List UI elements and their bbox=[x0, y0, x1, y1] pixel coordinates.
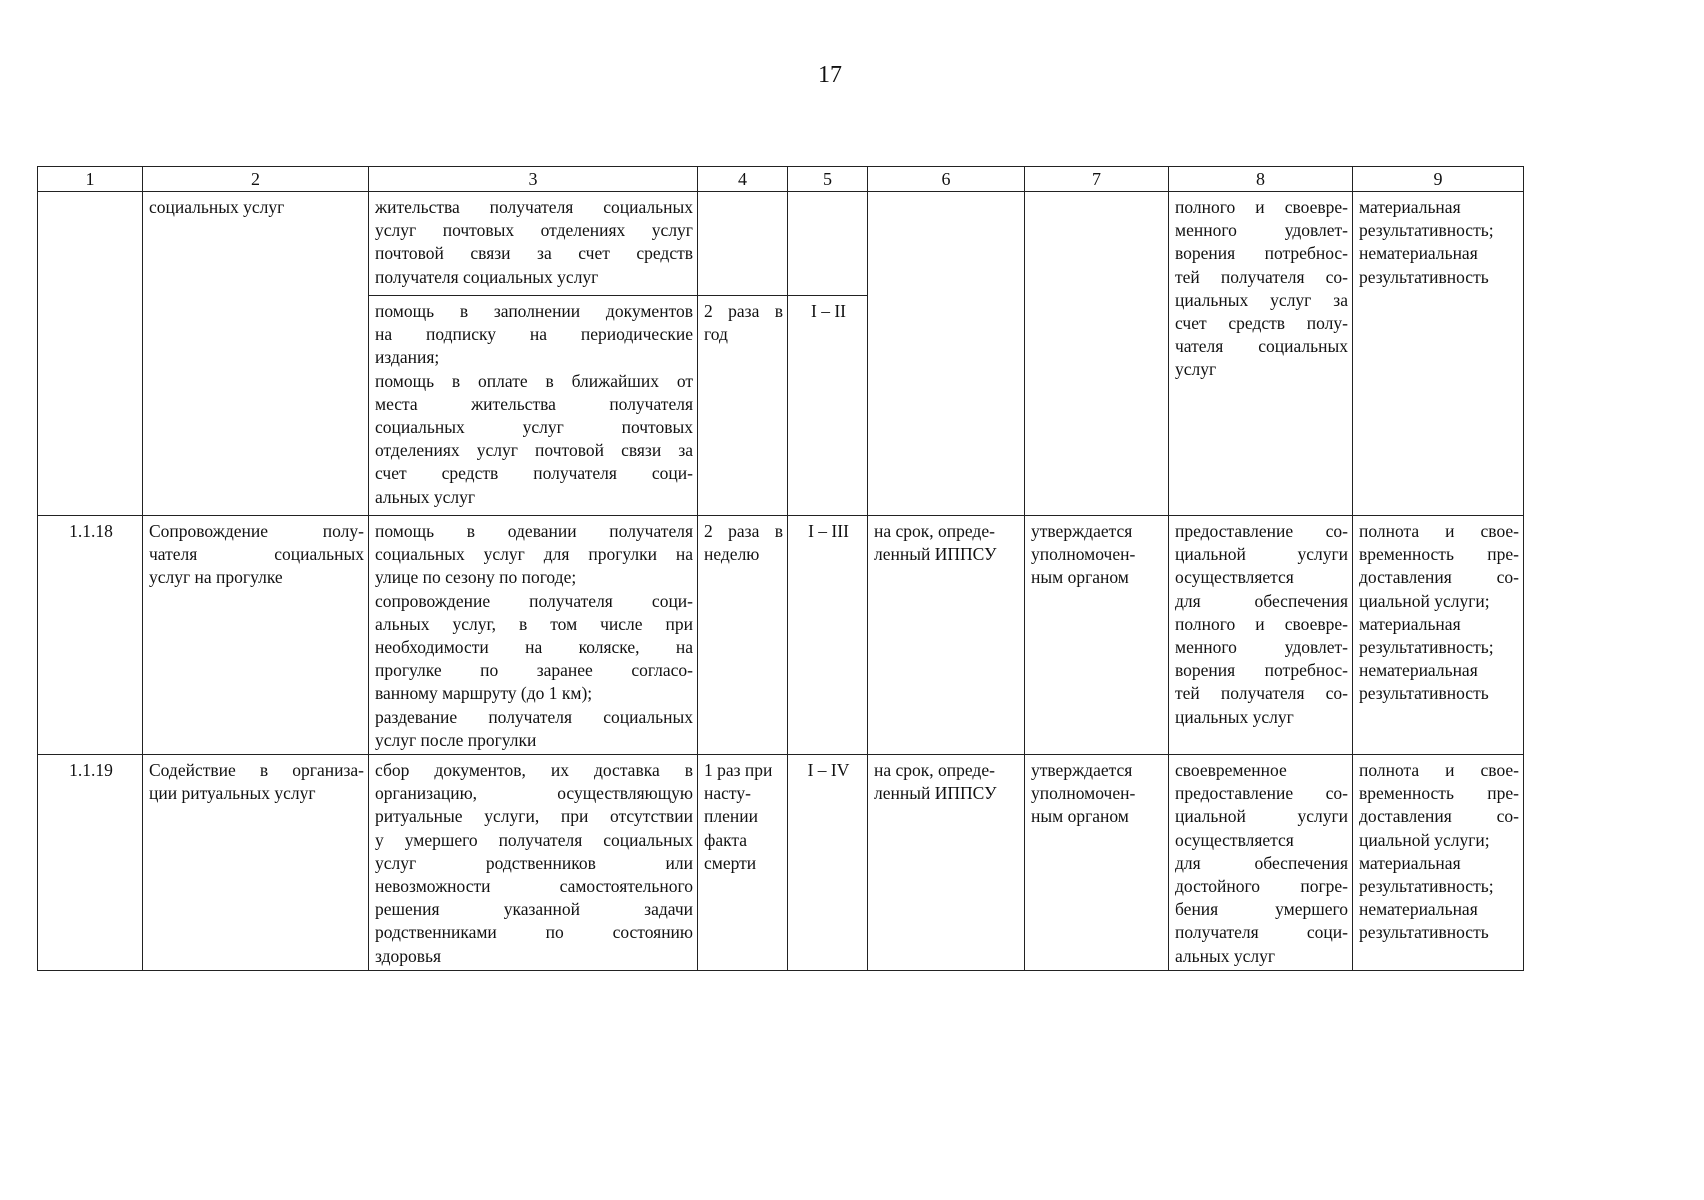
text-line: Сопровождение полу- bbox=[149, 521, 364, 541]
cell-periodicity bbox=[698, 516, 788, 755]
cell-term bbox=[868, 755, 1025, 971]
text-line: материальная bbox=[1359, 613, 1461, 634]
cell-period: I – III bbox=[788, 516, 868, 755]
text-line: помощь в одевании получателя bbox=[375, 521, 693, 541]
text-line: социальных услуг для прогулки на bbox=[375, 544, 693, 565]
text-line: полного и своевре- bbox=[1175, 197, 1348, 217]
text-line: осуществляется bbox=[1175, 567, 1294, 588]
text-line: результативность; bbox=[1359, 220, 1494, 241]
header-row bbox=[38, 167, 1524, 192]
text-line: решения указанной задачи bbox=[375, 899, 693, 920]
column-header: 4 bbox=[698, 167, 788, 192]
text-line: временность пре- bbox=[1359, 544, 1519, 565]
text-line: результативность; bbox=[1359, 637, 1494, 658]
text-line: нематериальная bbox=[1359, 660, 1478, 681]
cell-indicators bbox=[1353, 192, 1524, 516]
text-line: тей получателя со- bbox=[1175, 683, 1348, 704]
text-line: результативность; bbox=[1359, 876, 1494, 897]
text-line: невозможности самостоятельного bbox=[375, 876, 693, 897]
text-line: почтовой связи за счет средств bbox=[375, 243, 693, 264]
cell-service-content bbox=[369, 296, 698, 516]
text-line: социальных услуг почтовых bbox=[375, 417, 693, 438]
text-line: на срок, опреде- bbox=[874, 521, 995, 541]
text-line: насту- bbox=[704, 783, 751, 804]
cell-indicators bbox=[1353, 516, 1524, 755]
text-line: на подписку на периодические bbox=[375, 324, 693, 345]
text-line: утверждается bbox=[1031, 521, 1133, 541]
text-line: полнота и свое- bbox=[1359, 521, 1519, 541]
cell-periodicity bbox=[698, 296, 788, 516]
text-line: доставления со- bbox=[1359, 806, 1519, 827]
text-line: ленный ИППСУ bbox=[874, 544, 997, 565]
text-line: 2 раза в bbox=[704, 521, 783, 541]
text-line: ворения потребнос- bbox=[1175, 660, 1348, 681]
column-header: 2 bbox=[143, 167, 369, 192]
text-line: альных услуг bbox=[1175, 945, 1276, 966]
cell-service-name bbox=[143, 755, 369, 971]
text-line: помощь в заполнении документов bbox=[375, 301, 693, 321]
text-line: улице по сезону по погоде; bbox=[375, 567, 577, 588]
text-line: факта bbox=[704, 829, 748, 850]
text-line: ворения потребнос- bbox=[1175, 243, 1348, 264]
text-line: ции ритуальных услуг bbox=[149, 783, 316, 804]
text-line: помощь в оплате в ближайших от bbox=[375, 370, 693, 391]
text-line: циальной услуги bbox=[1175, 806, 1348, 827]
column-header: 1 bbox=[38, 167, 143, 192]
column-header: 9 bbox=[1353, 167, 1524, 192]
cell-period: I – IV bbox=[788, 755, 868, 971]
text-line: услуг bbox=[1175, 359, 1217, 380]
text-line: на срок, опреде- bbox=[874, 760, 995, 781]
text-line: родственниками по состоянию bbox=[375, 922, 693, 943]
table-row bbox=[38, 516, 1524, 755]
cell-conditions bbox=[1169, 192, 1353, 516]
text-line: сбор документов, их доставка в bbox=[375, 760, 693, 781]
text-line: отделениях услуг почтовой связи за bbox=[375, 440, 693, 461]
text-line: ленный ИППСУ bbox=[874, 783, 997, 804]
text-line: услуг после прогулки bbox=[375, 729, 537, 750]
cell-number: 1.1.19 bbox=[38, 755, 143, 971]
text-line: предоставление со- bbox=[1175, 783, 1348, 804]
table-row bbox=[38, 192, 1524, 296]
text-line: услуг родственников или bbox=[375, 852, 693, 873]
cell-indicators bbox=[1353, 755, 1524, 971]
table-row bbox=[38, 755, 1524, 971]
text-line: полного и своевре- bbox=[1175, 613, 1348, 634]
text-line: счет средств получателя соци- bbox=[375, 463, 693, 484]
text-line: места жительства получателя bbox=[375, 393, 693, 414]
text-line: здоровья bbox=[375, 945, 442, 966]
text-line: нематериальная bbox=[1359, 899, 1478, 920]
cell-service-name bbox=[143, 516, 369, 755]
text-line: доставления со- bbox=[1359, 567, 1519, 588]
cell-conditions bbox=[1169, 755, 1353, 971]
column-header: 7 bbox=[1025, 167, 1169, 192]
cell-periodicity bbox=[698, 192, 788, 296]
text-line: смерти bbox=[704, 852, 757, 873]
text-line: тей получателя со- bbox=[1175, 266, 1348, 287]
text-line: нематериальная bbox=[1359, 243, 1478, 264]
text-line: издания; bbox=[375, 347, 440, 368]
text-line: результативность bbox=[1359, 683, 1489, 704]
text-line: необходимости на коляске, на bbox=[375, 637, 693, 658]
cell-term bbox=[868, 516, 1025, 755]
cell-standard bbox=[1025, 516, 1169, 755]
cell-number bbox=[38, 192, 143, 516]
cell-standard bbox=[1025, 192, 1169, 516]
text-line: неделю bbox=[704, 544, 760, 565]
cell-periodicity bbox=[698, 755, 788, 971]
text-line: осуществляется bbox=[1175, 829, 1294, 850]
text-line: циальной услуги bbox=[1175, 544, 1348, 565]
text-line: у умершего получателя социальных bbox=[375, 829, 693, 850]
text-line: раздевание получателя социальных bbox=[375, 706, 693, 727]
text-line: 2 раза в bbox=[704, 301, 783, 321]
text-line: циальной услуги; bbox=[1359, 590, 1490, 611]
text-line: достойного погре- bbox=[1175, 876, 1348, 897]
cell-period: I – II bbox=[788, 296, 868, 516]
text-line: материальная bbox=[1359, 852, 1461, 873]
text-line: уполномочен- bbox=[1031, 783, 1136, 804]
text-line: услуг на прогулке bbox=[149, 567, 283, 588]
text-line: ритуальные услуги, при отсутствии bbox=[375, 806, 693, 827]
text-line: плении bbox=[704, 806, 758, 827]
text-line: жительства получателя социальных bbox=[375, 197, 693, 217]
text-line: временность пре- bbox=[1359, 783, 1519, 804]
text-line: Содействие в организа- bbox=[149, 760, 364, 781]
text-line: для обеспечения bbox=[1175, 590, 1348, 611]
cell-service-name bbox=[143, 192, 369, 516]
text-line: менного удовлет- bbox=[1175, 220, 1348, 241]
cell-service-content bbox=[369, 755, 698, 971]
text-line: утверждается bbox=[1031, 760, 1133, 781]
column-header: 3 bbox=[369, 167, 698, 192]
text-line: прогулке по заранее согласо- bbox=[375, 660, 693, 681]
text-line: социальных услуг bbox=[149, 197, 285, 217]
text-line: менного удовлет- bbox=[1175, 637, 1348, 658]
text-line: циальной услуги; bbox=[1359, 829, 1490, 850]
text-line: сопровождение получателя соци- bbox=[375, 590, 693, 611]
text-line: 1 раз при bbox=[704, 760, 773, 781]
text-line: альных услуг, в том числе при bbox=[375, 613, 693, 634]
services-table bbox=[37, 166, 1524, 971]
text-line: результативность bbox=[1359, 922, 1489, 943]
cell-service-content bbox=[369, 192, 698, 296]
column-header: 8 bbox=[1169, 167, 1353, 192]
text-line: ным органом bbox=[1031, 567, 1129, 588]
text-line: своевременное bbox=[1175, 760, 1287, 781]
cell-period bbox=[788, 192, 868, 296]
text-line: уполномочен- bbox=[1031, 544, 1136, 565]
cell-number: 1.1.18 bbox=[38, 516, 143, 755]
page-number: 17 bbox=[818, 62, 842, 88]
text-line: получателя соци- bbox=[1175, 922, 1348, 943]
column-header: 5 bbox=[788, 167, 868, 192]
cell-conditions bbox=[1169, 516, 1353, 755]
text-line: получателя социальных услуг bbox=[375, 266, 599, 287]
cell-standard bbox=[1025, 755, 1169, 971]
text-line: альных услуг bbox=[375, 486, 476, 507]
text-line: материальная bbox=[1359, 197, 1461, 217]
cell-service-content bbox=[369, 516, 698, 755]
text-line: результативность bbox=[1359, 266, 1489, 287]
text-line: услуг почтовых отделениях услуг bbox=[375, 220, 693, 241]
text-line: для обеспечения bbox=[1175, 852, 1348, 873]
text-line: бения умершего bbox=[1175, 899, 1348, 920]
column-header: 6 bbox=[868, 167, 1025, 192]
text-line: полнота и свое- bbox=[1359, 760, 1519, 781]
cell-term bbox=[868, 192, 1025, 516]
text-line: организацию, осуществляющую bbox=[375, 783, 693, 804]
text-line: чателя социальных bbox=[1175, 336, 1348, 357]
text-line: предоставление со- bbox=[1175, 521, 1348, 541]
text-line: ным органом bbox=[1031, 806, 1129, 827]
text-line: счет средств полу- bbox=[1175, 313, 1348, 334]
text-line: циальных услуг bbox=[1175, 706, 1294, 727]
text-line: год bbox=[704, 324, 728, 345]
text-line: ванному маршруту (до 1 км); bbox=[375, 683, 593, 704]
text-line: циальных услуг за bbox=[1175, 289, 1348, 310]
text-line: чателя социальных bbox=[149, 544, 364, 565]
